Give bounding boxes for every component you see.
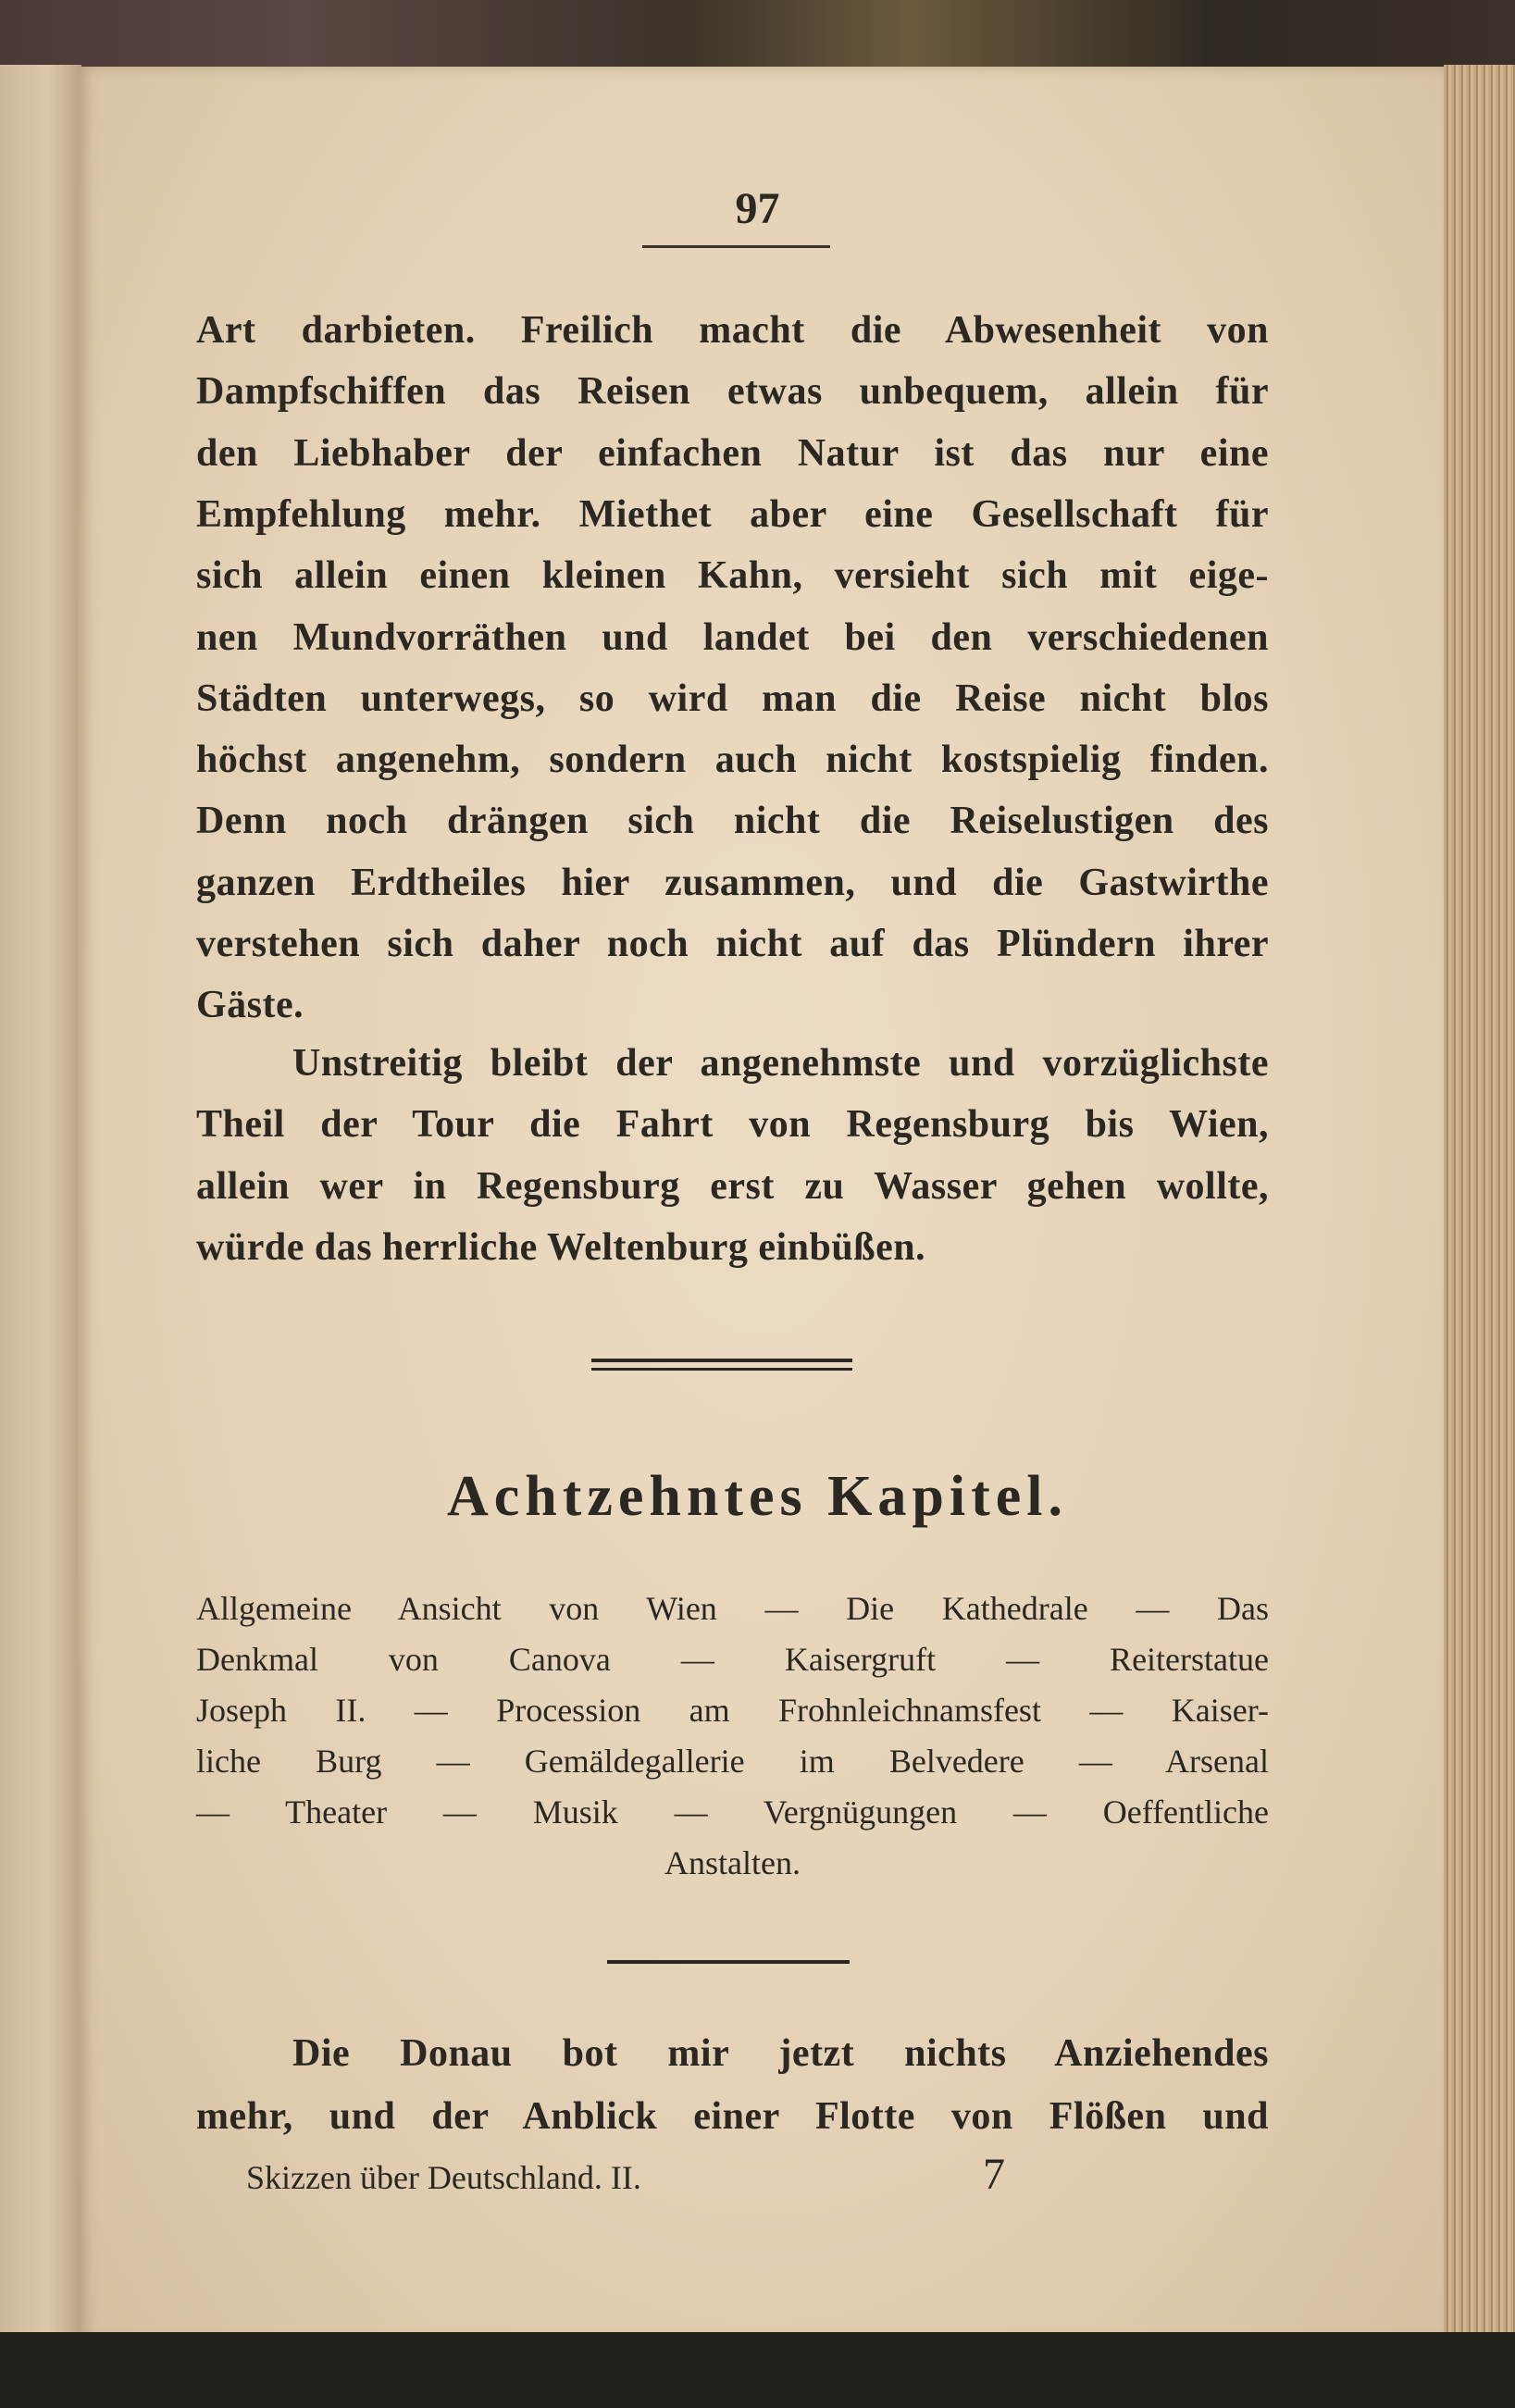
text-line: Theil der Tour die Fahrt von Regensburg bis Wien,	[196, 1103, 1269, 1147]
text-line: mehr, und der Anblick einer Flotte von Flößen und	[196, 2095, 1269, 2138]
text-line: Städten unterwegs, so wird man die Reise nicht blos	[196, 676, 1269, 720]
signature-title: Skizzen über Deutschland. II.	[246, 2159, 641, 2196]
text-line: Empfehlung mehr. Miethet aber eine Gesellschaft für	[196, 492, 1269, 536]
text-line: verstehen sich daher noch nicht auf das Plündern ihrer	[196, 923, 1269, 965]
text-line: nen Mundvorräthen und landet bei den verschiedenen	[196, 615, 1269, 659]
facing-page-edge	[0, 65, 81, 2341]
text-line: Dampfschiffen das Reisen etwas unbequem, allein für	[196, 370, 1269, 414]
text-line: Allgemeine Ansicht von Wien — Die Kathedrale — Das	[196, 1590, 1269, 1627]
text-line: Die Donau bot mir jetzt nichts Anziehendes	[292, 2032, 1269, 2075]
text-line: Anstalten.	[664, 1844, 801, 1881]
book-cover-bottom	[0, 2332, 1515, 2408]
text-line: ganzen Erdtheiles hier zusammen, und die Gastwirthe	[196, 861, 1269, 904]
text-line: Denn noch drängen sich nicht die Reiselustigen des	[196, 800, 1269, 843]
text-line: — Theater — Musik — Vergnügungen — Oeffentliche	[196, 1794, 1269, 1831]
text-line: würde das herrliche Weltenburg einbüßen.	[196, 1225, 926, 1269]
signature-mark: 7	[983, 2150, 1005, 2199]
header-rule	[642, 245, 830, 248]
text-line: Denkmal von Canova — Kaisergruft — Reiterstatue	[196, 1641, 1269, 1678]
text-line: Unstreitig bleibt der angenehmste und vorzüglichste	[292, 1042, 1269, 1085]
text-line: liche Burg — Gemäldegallerie im Belvedere — Arsenal	[196, 1743, 1269, 1780]
chapter-title: Achtzehntes Kapitel.	[446, 1465, 1069, 1528]
page-number: 97	[735, 184, 780, 233]
text-line: Art darbieten. Freilich macht die Abwesenheit von	[196, 309, 1269, 352]
page-stack-edge	[1444, 65, 1515, 2341]
text-line: Gäste.	[196, 984, 304, 1027]
text-line: Joseph II. — Procession am Frohnleichnamsfest — Kaiser-	[196, 1692, 1269, 1729]
text-line: allein wer in Regensburg erst zu Wasser gehen wollte,	[196, 1164, 1269, 1208]
text-line: sich allein einen kleinen Kahn, versieht sich mit eige-	[196, 554, 1269, 598]
text-line: höchst angenehm, sondern auch nicht kostspielig finden.	[196, 739, 1269, 782]
summary-rule	[607, 1960, 850, 1964]
book-cover-top	[0, 0, 1515, 72]
text-line: den Liebhaber der einfachen Natur ist das nur eine	[196, 431, 1269, 475]
section-double-rule	[591, 1359, 852, 1371]
